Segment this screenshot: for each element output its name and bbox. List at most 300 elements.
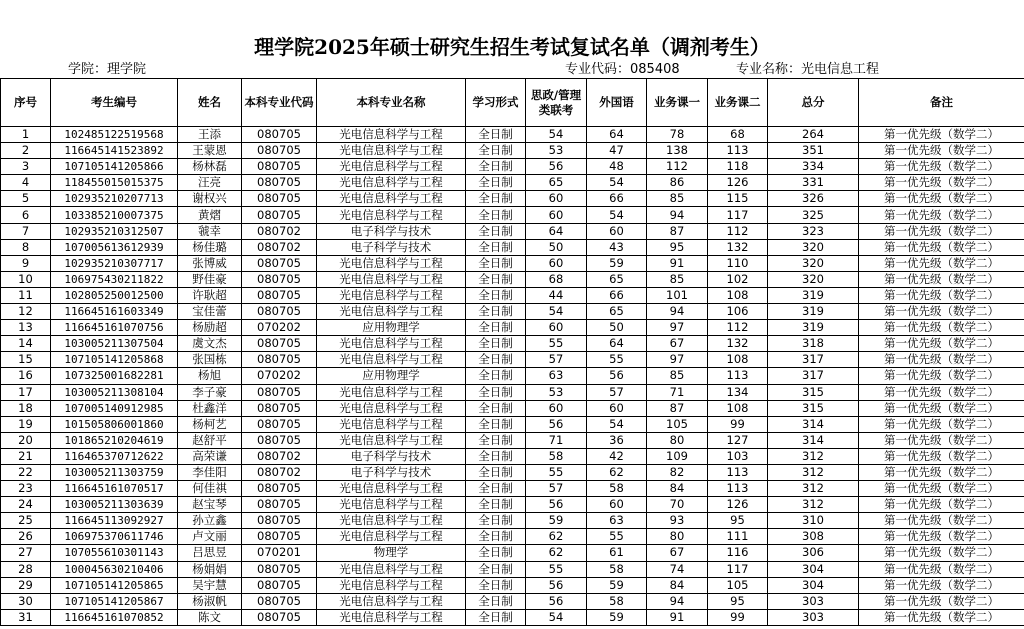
cell-major-code: 080705 (242, 497, 317, 513)
cell-major-name: 光电信息科学与工程 (317, 287, 466, 303)
cell-subject-one: 84 (647, 577, 708, 593)
cell-subject-one: 84 (647, 481, 708, 497)
cell-subject-one: 91 (647, 255, 708, 271)
cell-index: 13 (1, 320, 51, 336)
cell-major-code: 070202 (242, 320, 317, 336)
cell-major-name: 光电信息科学与工程 (317, 561, 466, 577)
table-row (1, 609, 1024, 625)
cell-major-name: 应用物理学 (317, 368, 466, 384)
cell-name: 杨旭 (178, 368, 242, 384)
cell-major-name: 光电信息科学与工程 (317, 175, 466, 191)
cell-name: 王添 (178, 127, 242, 143)
cell-subject-one: 78 (647, 127, 708, 143)
col-header-subject-two: 业务课二 (708, 79, 768, 127)
cell-major-name: 光电信息科学与工程 (317, 481, 466, 497)
cell-name: 虞文杰 (178, 336, 242, 352)
cell-subject-two: 95 (708, 593, 768, 609)
cell-remarks: 第一优先级（数学二） (859, 287, 1024, 303)
cell-total: 323 (768, 223, 859, 239)
cell-subject-one: 87 (647, 223, 708, 239)
cell-total: 312 (768, 497, 859, 513)
table-row (1, 239, 1024, 255)
cell-subject-one: 71 (647, 384, 708, 400)
cell-index: 10 (1, 271, 51, 287)
cell-foreign-language: 59 (587, 577, 647, 593)
page-title: 理学院2025年硕士研究生招生考试复试名单（调剂考生） (254, 35, 770, 59)
col-header-major-name: 本科专业名称 (317, 79, 466, 127)
cell-subject-one: 95 (647, 239, 708, 255)
cell-subject-two: 126 (708, 175, 768, 191)
cell-major-code: 080705 (242, 287, 317, 303)
cell-total: 319 (768, 320, 859, 336)
cell-major-code: 080705 (242, 271, 317, 287)
cell-total: 317 (768, 352, 859, 368)
cell-major-code: 080705 (242, 561, 317, 577)
cell-study-mode: 全日制 (466, 432, 526, 448)
cell-politics: 54 (526, 609, 587, 625)
cell-name: 杨柯艺 (178, 416, 242, 432)
cell-subject-two: 134 (708, 384, 768, 400)
cell-exam-id: 103385210007375 (51, 207, 178, 223)
cell-politics: 65 (526, 175, 587, 191)
cell-major-code: 080702 (242, 239, 317, 255)
cell-major-code: 080705 (242, 416, 317, 432)
cell-total: 312 (768, 481, 859, 497)
cell-subject-two: 127 (708, 432, 768, 448)
cell-remarks: 第一优先级（数学二） (859, 207, 1024, 223)
cell-name: 杨佳璐 (178, 239, 242, 255)
cell-index: 17 (1, 384, 51, 400)
cell-index: 5 (1, 191, 51, 207)
cell-total: 320 (768, 271, 859, 287)
cell-index: 9 (1, 255, 51, 271)
cell-study-mode: 全日制 (466, 336, 526, 352)
cell-total: 314 (768, 432, 859, 448)
cell-study-mode: 全日制 (466, 159, 526, 175)
cell-exam-id: 107005613612939 (51, 239, 178, 255)
cell-major-code: 080705 (242, 207, 317, 223)
cell-politics: 59 (526, 513, 587, 529)
table-row (1, 127, 1024, 143)
cell-remarks: 第一优先级（数学二） (859, 497, 1024, 513)
cell-major-name: 光电信息科学与工程 (317, 352, 466, 368)
cell-name: 许耿超 (178, 287, 242, 303)
cell-subject-two: 95 (708, 513, 768, 529)
cell-major-name: 光电信息科学与工程 (317, 609, 466, 625)
cell-total: 306 (768, 545, 859, 561)
cell-total: 326 (768, 191, 859, 207)
col-header-total: 总分 (768, 79, 859, 127)
table-row (1, 207, 1024, 223)
cell-total: 315 (768, 400, 859, 416)
cell-exam-id: 103005211308104 (51, 384, 178, 400)
cell-foreign-language: 60 (587, 223, 647, 239)
cell-name: 黄熠 (178, 207, 242, 223)
cell-foreign-language: 57 (587, 384, 647, 400)
cell-major-name: 电子科学与技术 (317, 464, 466, 480)
cell-politics: 68 (526, 271, 587, 287)
cell-exam-id: 116645161070517 (51, 481, 178, 497)
cell-subject-one: 91 (647, 609, 708, 625)
cell-major-code: 080705 (242, 513, 317, 529)
cell-foreign-language: 66 (587, 191, 647, 207)
cell-remarks: 第一优先级（数学二） (859, 416, 1024, 432)
cell-remarks: 第一优先级（数学二） (859, 352, 1024, 368)
cell-major-code: 080705 (242, 159, 317, 175)
cell-major-name: 光电信息科学与工程 (317, 207, 466, 223)
cell-major-code: 080702 (242, 448, 317, 464)
cell-index: 22 (1, 464, 51, 480)
cell-index: 26 (1, 529, 51, 545)
cell-major-code: 080702 (242, 223, 317, 239)
cell-foreign-language: 60 (587, 497, 647, 513)
cell-study-mode: 全日制 (466, 271, 526, 287)
cell-remarks: 第一优先级（数学二） (859, 320, 1024, 336)
col-header-foreign-language: 外国语 (587, 79, 647, 127)
cell-name: 高荣谦 (178, 448, 242, 464)
cell-total: 304 (768, 561, 859, 577)
table-row (1, 593, 1024, 609)
cell-major-name: 电子科学与技术 (317, 239, 466, 255)
col-header-exam-id: 考生编号 (51, 79, 178, 127)
cell-subject-one: 82 (647, 464, 708, 480)
cell-name: 虢幸 (178, 223, 242, 239)
cell-name: 何佳祺 (178, 481, 242, 497)
cell-subject-two: 106 (708, 304, 768, 320)
cell-total: 320 (768, 255, 859, 271)
cell-study-mode: 全日制 (466, 545, 526, 561)
cell-name: 张国栋 (178, 352, 242, 368)
cell-subject-two: 105 (708, 577, 768, 593)
cell-politics: 54 (526, 304, 587, 320)
cell-subject-one: 97 (647, 352, 708, 368)
cell-exam-id: 103005211307504 (51, 336, 178, 352)
cell-remarks: 第一优先级（数学二） (859, 384, 1024, 400)
table-row (1, 448, 1024, 464)
cell-subject-two: 126 (708, 497, 768, 513)
cell-major-code: 080705 (242, 384, 317, 400)
cell-remarks: 第一优先级（数学二） (859, 191, 1024, 207)
cell-major-code: 080705 (242, 609, 317, 625)
cell-major-code: 080705 (242, 432, 317, 448)
cell-remarks: 第一优先级（数学二） (859, 577, 1024, 593)
cell-foreign-language: 64 (587, 336, 647, 352)
cell-index: 19 (1, 416, 51, 432)
table-row (1, 287, 1024, 303)
cell-remarks: 第一优先级（数学二） (859, 175, 1024, 191)
cell-subject-two: 116 (708, 545, 768, 561)
cell-total: 308 (768, 529, 859, 545)
cell-foreign-language: 60 (587, 400, 647, 416)
cell-remarks: 第一优先级（数学二） (859, 561, 1024, 577)
cell-subject-two: 112 (708, 223, 768, 239)
cell-foreign-language: 62 (587, 464, 647, 480)
cell-subject-one: 138 (647, 143, 708, 159)
cell-exam-id: 116645161070756 (51, 320, 178, 336)
cell-subject-two: 108 (708, 352, 768, 368)
cell-subject-one: 67 (647, 545, 708, 561)
table-row (1, 336, 1024, 352)
cell-major-name: 光电信息科学与工程 (317, 191, 466, 207)
cell-major-name: 光电信息科学与工程 (317, 255, 466, 271)
table-row (1, 513, 1024, 529)
cell-exam-id: 107105141205867 (51, 593, 178, 609)
cell-total: 318 (768, 336, 859, 352)
cell-index: 8 (1, 239, 51, 255)
table-row (1, 304, 1024, 320)
cell-index: 16 (1, 368, 51, 384)
cell-politics: 56 (526, 416, 587, 432)
cell-politics: 60 (526, 207, 587, 223)
cell-foreign-language: 36 (587, 432, 647, 448)
cell-politics: 55 (526, 336, 587, 352)
cell-politics: 44 (526, 287, 587, 303)
cell-study-mode: 全日制 (466, 481, 526, 497)
cell-index: 4 (1, 175, 51, 191)
cell-exam-id: 116645113092927 (51, 513, 178, 529)
cell-exam-id: 107105141205865 (51, 577, 178, 593)
cell-exam-id: 116645141523892 (51, 143, 178, 159)
cell-index: 30 (1, 593, 51, 609)
cell-total: 317 (768, 368, 859, 384)
cell-remarks: 第一优先级（数学二） (859, 239, 1024, 255)
cell-foreign-language: 48 (587, 159, 647, 175)
table-row (1, 352, 1024, 368)
cell-politics: 63 (526, 368, 587, 384)
cell-remarks: 第一优先级（数学二） (859, 368, 1024, 384)
cell-major-name: 光电信息科学与工程 (317, 432, 466, 448)
cell-foreign-language: 59 (587, 255, 647, 271)
cell-foreign-language: 61 (587, 545, 647, 561)
cell-major-code: 080705 (242, 352, 317, 368)
cell-foreign-language: 55 (587, 529, 647, 545)
cell-remarks: 第一优先级（数学二） (859, 159, 1024, 175)
cell-politics: 60 (526, 191, 587, 207)
cell-major-code: 080705 (242, 400, 317, 416)
cell-major-name: 光电信息科学与工程 (317, 577, 466, 593)
cell-major-name: 电子科学与技术 (317, 448, 466, 464)
cell-politics: 60 (526, 255, 587, 271)
cell-foreign-language: 42 (587, 448, 647, 464)
cell-major-code: 080705 (242, 481, 317, 497)
cell-politics: 57 (526, 352, 587, 368)
cell-remarks: 第一优先级（数学二） (859, 127, 1024, 143)
cell-remarks: 第一优先级（数学二） (859, 545, 1024, 561)
cell-remarks: 第一优先级（数学二） (859, 448, 1024, 464)
cell-index: 23 (1, 481, 51, 497)
major-code-label: 专业代码：085408 (565, 62, 680, 77)
cell-foreign-language: 65 (587, 304, 647, 320)
cell-index: 15 (1, 352, 51, 368)
cell-subject-two: 117 (708, 561, 768, 577)
cell-study-mode: 全日制 (466, 127, 526, 143)
table-row (1, 223, 1024, 239)
cell-total: 320 (768, 239, 859, 255)
cell-remarks: 第一优先级（数学二） (859, 593, 1024, 609)
cell-subject-one: 85 (647, 368, 708, 384)
cell-major-code: 080705 (242, 593, 317, 609)
cell-foreign-language: 50 (587, 320, 647, 336)
cell-major-name: 光电信息科学与工程 (317, 416, 466, 432)
cell-major-name: 光电信息科学与工程 (317, 529, 466, 545)
cell-subject-two: 117 (708, 207, 768, 223)
cell-exam-id: 102935210207713 (51, 191, 178, 207)
cell-remarks: 第一优先级（数学二） (859, 432, 1024, 448)
cell-foreign-language: 43 (587, 239, 647, 255)
cell-major-code: 070201 (242, 545, 317, 561)
table-row (1, 175, 1024, 191)
cell-study-mode: 全日制 (466, 352, 526, 368)
cell-subject-one: 112 (647, 159, 708, 175)
cell-remarks: 第一优先级（数学二） (859, 143, 1024, 159)
major-name-label: 专业名称：光电信息工程 (736, 62, 880, 77)
cell-name: 吕思昱 (178, 545, 242, 561)
cell-subject-one: 101 (647, 287, 708, 303)
cell-major-code: 070202 (242, 368, 317, 384)
cell-exam-id: 102485122519568 (51, 127, 178, 143)
cell-study-mode: 全日制 (466, 207, 526, 223)
col-header-subject-one: 业务课一 (647, 79, 708, 127)
cell-politics: 54 (526, 127, 587, 143)
cell-subject-two: 132 (708, 336, 768, 352)
cell-subject-two: 108 (708, 400, 768, 416)
cell-politics: 53 (526, 143, 587, 159)
cell-name: 陈文 (178, 609, 242, 625)
cell-exam-id: 116465370712622 (51, 448, 178, 464)
cell-exam-id: 107105141205866 (51, 159, 178, 175)
cell-subject-two: 113 (708, 464, 768, 480)
cell-subject-one: 70 (647, 497, 708, 513)
cell-name: 李子豪 (178, 384, 242, 400)
cell-index: 29 (1, 577, 51, 593)
col-header-politics: 思政/管理类联考 (526, 79, 587, 127)
cell-remarks: 第一优先级（数学二） (859, 529, 1024, 545)
col-header-study-mode: 学习形式 (466, 79, 526, 127)
cell-index: 12 (1, 304, 51, 320)
cell-study-mode: 全日制 (466, 239, 526, 255)
cell-name: 杨娟娟 (178, 561, 242, 577)
table-row (1, 255, 1024, 271)
cell-total: 334 (768, 159, 859, 175)
cell-politics: 60 (526, 400, 587, 416)
cell-index: 31 (1, 609, 51, 625)
cell-major-code: 080705 (242, 577, 317, 593)
cell-politics: 56 (526, 577, 587, 593)
cell-politics: 55 (526, 561, 587, 577)
table-row (1, 432, 1024, 448)
cell-total: 319 (768, 304, 859, 320)
table-row (1, 529, 1024, 545)
cell-remarks: 第一优先级（数学二） (859, 304, 1024, 320)
cell-name: 汪亮 (178, 175, 242, 191)
cell-remarks: 第一优先级（数学二） (859, 513, 1024, 529)
col-header-index: 序号 (1, 79, 51, 127)
cell-major-code: 080705 (242, 143, 317, 159)
cell-exam-id: 107005140912985 (51, 400, 178, 416)
cell-subject-two: 103 (708, 448, 768, 464)
cell-total: 351 (768, 143, 859, 159)
cell-major-name: 光电信息科学与工程 (317, 127, 466, 143)
cell-total: 325 (768, 207, 859, 223)
cell-foreign-language: 54 (587, 175, 647, 191)
cell-total: 303 (768, 609, 859, 625)
cell-major-name: 光电信息科学与工程 (317, 143, 466, 159)
cell-name: 赵宝琴 (178, 497, 242, 513)
cell-politics: 64 (526, 223, 587, 239)
cell-subject-one: 67 (647, 336, 708, 352)
cell-index: 14 (1, 336, 51, 352)
table-row (1, 416, 1024, 432)
cell-politics: 56 (526, 593, 587, 609)
cell-remarks: 第一优先级（数学二） (859, 271, 1024, 287)
college-label: 学院：理学院 (68, 62, 147, 77)
cell-subject-two: 118 (708, 159, 768, 175)
cell-study-mode: 全日制 (466, 577, 526, 593)
cell-subject-two: 110 (708, 255, 768, 271)
cell-politics: 55 (526, 464, 587, 480)
cell-index: 11 (1, 287, 51, 303)
cell-politics: 50 (526, 239, 587, 255)
cell-politics: 56 (526, 497, 587, 513)
table-row (1, 271, 1024, 287)
cell-exam-id: 107105141205868 (51, 352, 178, 368)
cell-study-mode: 全日制 (466, 593, 526, 609)
cell-study-mode: 全日制 (466, 513, 526, 529)
cell-remarks: 第一优先级（数学二） (859, 609, 1024, 625)
cell-major-name: 光电信息科学与工程 (317, 304, 466, 320)
cell-study-mode: 全日制 (466, 223, 526, 239)
cell-foreign-language: 66 (587, 287, 647, 303)
cell-major-code: 080705 (242, 336, 317, 352)
cell-subject-two: 108 (708, 287, 768, 303)
cell-politics: 60 (526, 320, 587, 336)
table-row (1, 400, 1024, 416)
cell-subject-two: 113 (708, 481, 768, 497)
cell-subject-one: 93 (647, 513, 708, 529)
cell-subject-one: 97 (647, 320, 708, 336)
cell-foreign-language: 63 (587, 513, 647, 529)
cell-study-mode: 全日制 (466, 561, 526, 577)
cell-exam-id: 106975430211822 (51, 271, 178, 287)
cell-study-mode: 全日制 (466, 287, 526, 303)
cell-index: 1 (1, 127, 51, 143)
cell-subject-one: 87 (647, 400, 708, 416)
table-row (1, 384, 1024, 400)
cell-subject-one: 94 (647, 207, 708, 223)
cell-name: 王蒙恩 (178, 143, 242, 159)
cell-study-mode: 全日制 (466, 191, 526, 207)
cell-study-mode: 全日制 (466, 529, 526, 545)
cell-total: 315 (768, 384, 859, 400)
cell-index: 20 (1, 432, 51, 448)
cell-major-code: 080705 (242, 529, 317, 545)
cell-study-mode: 全日制 (466, 384, 526, 400)
cell-subject-one: 80 (647, 529, 708, 545)
cell-total: 310 (768, 513, 859, 529)
cell-subject-one: 80 (647, 432, 708, 448)
cell-exam-id: 102805250012500 (51, 287, 178, 303)
cell-name: 杜鑫洋 (178, 400, 242, 416)
cell-index: 18 (1, 400, 51, 416)
cell-total: 304 (768, 577, 859, 593)
cell-remarks: 第一优先级（数学二） (859, 223, 1024, 239)
table-body (1, 127, 1024, 626)
table-row (1, 481, 1024, 497)
cell-exam-id: 101505806001860 (51, 416, 178, 432)
cell-major-code: 080705 (242, 191, 317, 207)
cell-total: 331 (768, 175, 859, 191)
cell-total: 314 (768, 416, 859, 432)
